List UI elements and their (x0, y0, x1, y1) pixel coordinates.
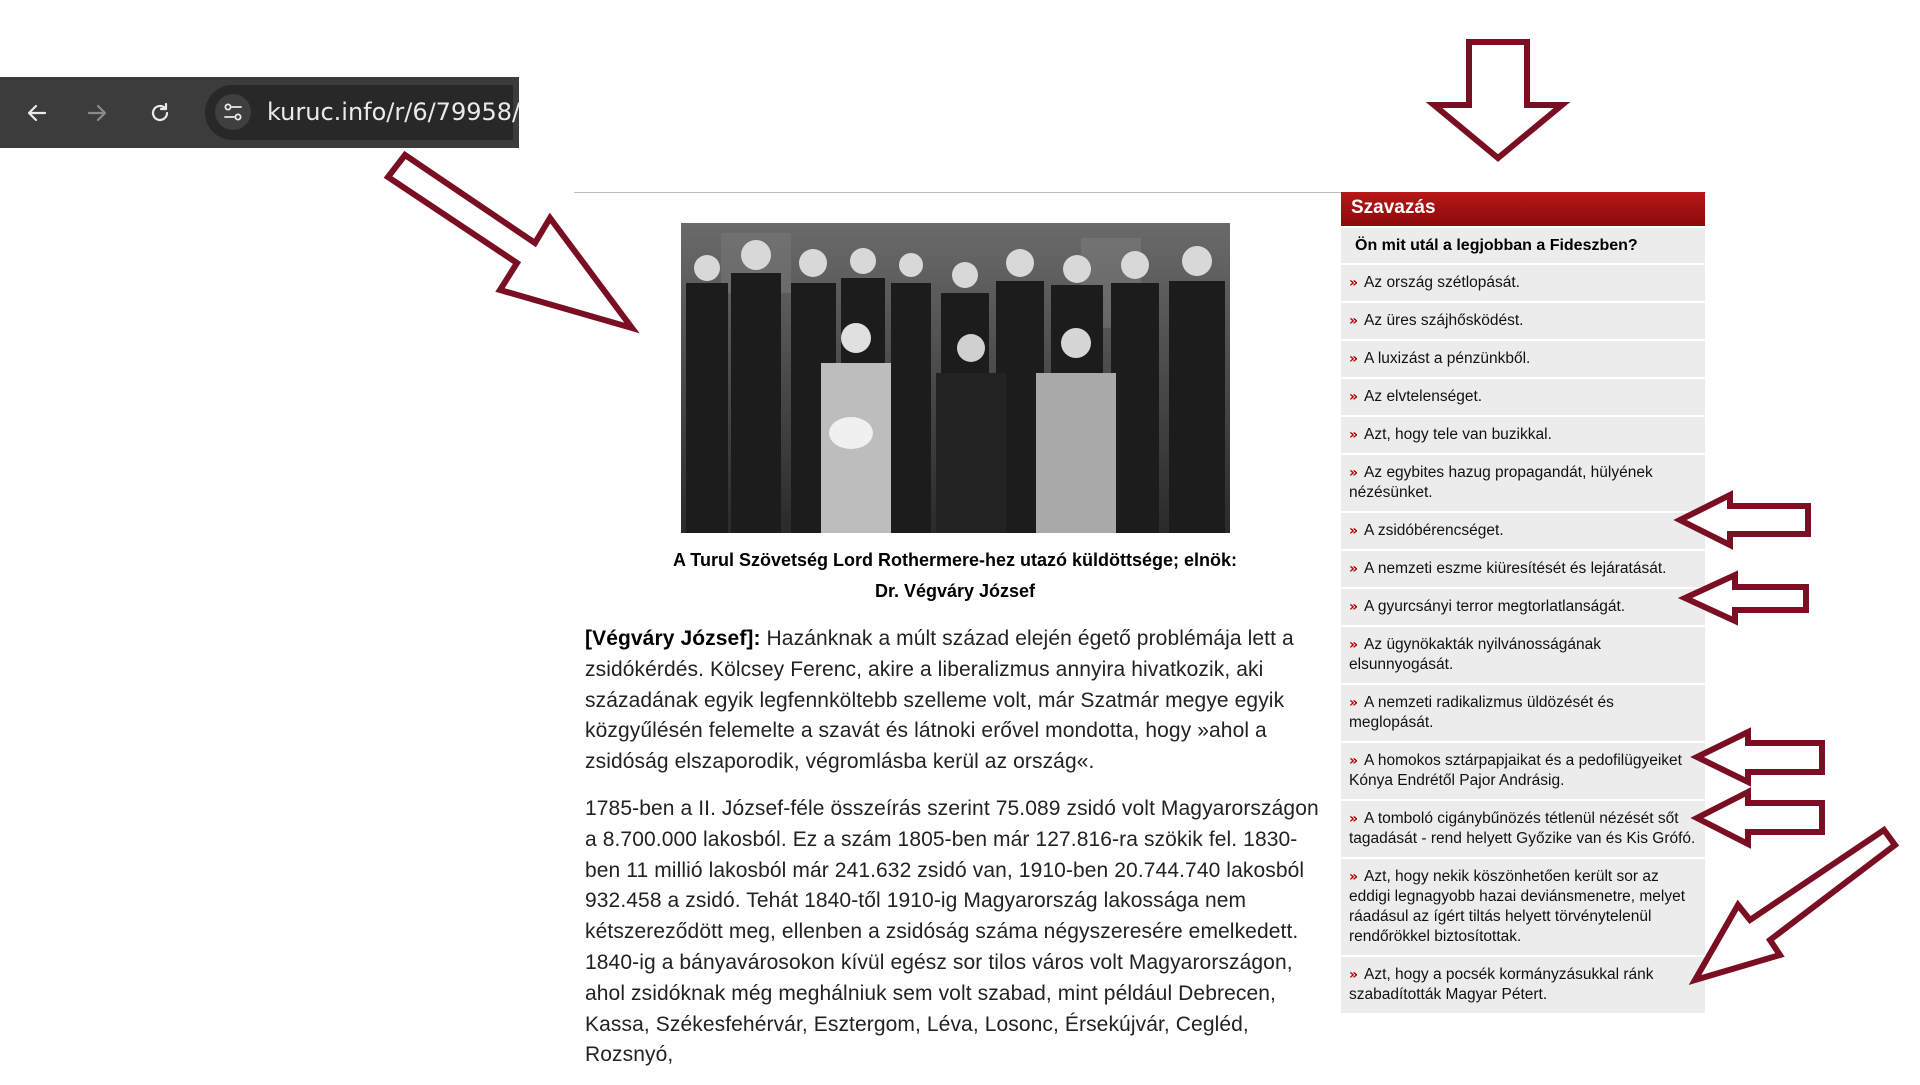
chevron-right-icon: » (1349, 351, 1359, 367)
poll-title: Szavazás (1341, 192, 1705, 226)
article-body (585, 624, 1330, 1085)
reload-button[interactable] (138, 77, 182, 148)
photo-caption: A Turul Szövetség Lord Rothermere-hez utazó küldöttsége; elnök: Dr. Végváry József (672, 550, 1238, 601)
poll-option-label: Az elvtelenséget. (1364, 388, 1483, 405)
group-photo-illustration (681, 223, 1230, 533)
poll-option[interactable] (1341, 455, 1705, 513)
poll-option-label: Az üres szájhősködést. (1364, 312, 1524, 329)
poll-widget (1341, 192, 1705, 1038)
article-paragraph-1 (585, 624, 1330, 778)
paragraph-1-text: Hazánknak a múlt század elején égető problémája lett a zsidókérdés. Kölcsey Ferenc, akire a liberalizmus annyira hivatkozik, aki századának egyik legfennköltebb szelleme volt, már Szatmár megye egyik közgyűlésén felemelte a szavát és látnoki erővel mondotta, hogy »ahol a zsidóság elszaporodik, végromlásba kerül az ország«. (585, 627, 1294, 774)
chevron-right-icon: » (1349, 465, 1359, 481)
forward-button[interactable] (75, 77, 119, 148)
chevron-right-icon: » (1349, 695, 1359, 711)
tune-icon (222, 101, 244, 123)
poll-option-label: A tomboló cigánybűnözés tétlenül nézését sőt tagadását - rend helyett Győzike van és Kis Grófó. (1349, 810, 1696, 847)
chevron-right-icon: » (1349, 275, 1359, 291)
chevron-right-icon: » (1349, 967, 1359, 983)
poll-option[interactable] (1341, 379, 1705, 417)
article-photo[interactable] (681, 223, 1230, 533)
reload-icon (148, 101, 172, 125)
chevron-right-icon: » (1349, 523, 1359, 539)
poll-option-label: Azt, hogy tele van buzikkal. (1364, 426, 1552, 443)
arrow-left-icon (25, 101, 49, 125)
poll-option-label: A nemzeti eszme kiüresítését és lejáratását. (1364, 560, 1667, 577)
chevron-right-icon: » (1349, 599, 1359, 615)
poll-options-list (1341, 265, 1705, 1015)
poll-option-label: A luxizást a pénzünkből. (1364, 350, 1531, 367)
back-button[interactable] (15, 77, 59, 148)
annotation-arrow-down (1434, 42, 1562, 158)
poll-option[interactable] (1341, 551, 1705, 589)
annotation-arrow-option-cigany (1697, 792, 1822, 844)
poll-option[interactable] (1341, 801, 1705, 859)
poll-option-label: Az egybites hazug propagandát, hülyének nézésünket. (1349, 464, 1653, 501)
poll-option-label: A gyurcsányi terror megtorlatlanságát. (1364, 598, 1626, 615)
address-bar[interactable] (205, 85, 521, 140)
annotation-arrow-option-homokos (1697, 732, 1822, 782)
poll-option[interactable] (1341, 627, 1705, 685)
annotation-arrow-diagonal-to-last-option (1695, 830, 1895, 980)
browser-toolbar (0, 77, 519, 148)
poll-option-label: Azt, hogy nekik köszönhetően került sor az eddigi legnagyobb hazai deviánsmenetre, melyet ráadásul az ígért tiltás helyett törvénytelenül rendőrökkel biztosítottak. (1349, 868, 1686, 945)
article-paragraph-2: 1785-ben a II. József-féle összeírás szerint 75.089 zsidó volt Magyarországon a 8.700.000 lakosból. Ez a szám 1805-ben már 127.816-ra szökik fel. 1830-ben 11 millió lakosból már 241.632 zsidó van, 1910-ben 20.744.740 lakosból 932.458 a zsidó. Tehát 1840-től 1910-ig Magyarország lakossága nem kétszereződött meg, ellenben a zsidóság száma négyszeresére emelkedett. 1840-ig a bányavárosokon kívül egész sor tilos város volt Magyarországon, ahol zsidóknak még meghálniuk sem volt szabad, mint például Debrecen, Kassa, Székesfehérvár, Esztergom, Léva, Losonc, Érsekújvár, Cegléd, Rozsnyó, (585, 796, 1319, 1067)
poll-option-label: A nemzeti radikalizmus üldözését és meglopását. (1349, 694, 1614, 731)
url-text[interactable]: kuruc.info/r/6/79958/ (267, 98, 521, 126)
poll-option-label: A homokos sztárpapjaikat és a pedofilügyeiket Kónya Endrétől Pajor Andrásig. (1349, 752, 1682, 789)
poll-question: Ön mit utál a legjobban a Fideszben? (1341, 228, 1705, 265)
arrow-right-icon (85, 101, 109, 125)
poll-option[interactable] (1341, 743, 1705, 801)
poll-option[interactable] (1341, 957, 1705, 1015)
site-info-button[interactable] (215, 94, 251, 130)
chevron-right-icon: » (1349, 811, 1359, 827)
poll-option[interactable] (1341, 303, 1705, 341)
poll-option-label: Azt, hogy a pocsék kormányzásukkal ránk szabadították Magyar Pétert. (1349, 966, 1654, 1003)
chevron-right-icon: » (1349, 753, 1359, 769)
chevron-right-icon: » (1349, 427, 1359, 443)
poll-option[interactable] (1341, 341, 1705, 379)
poll-option[interactable] (1341, 513, 1705, 551)
poll-option[interactable] (1341, 589, 1705, 627)
annotation-arrow-diagonal-to-photo (388, 155, 632, 328)
chevron-right-icon: » (1349, 313, 1359, 329)
speaker-label: [Végváry József]: (585, 627, 761, 650)
chevron-right-icon: » (1349, 869, 1359, 885)
poll-option[interactable] (1341, 265, 1705, 303)
chevron-right-icon: » (1349, 389, 1359, 405)
chevron-right-icon: » (1349, 637, 1359, 653)
poll-option[interactable] (1341, 685, 1705, 743)
chevron-right-icon: » (1349, 561, 1359, 577)
poll-option-label: Az ügynökakták nyilvánosságának elsunnyogását. (1349, 636, 1601, 673)
poll-option-label: Az ország szétlopását. (1364, 274, 1520, 291)
poll-option-label: A zsidóbérencséget. (1364, 522, 1504, 539)
poll-option[interactable] (1341, 859, 1705, 957)
poll-option[interactable] (1341, 417, 1705, 455)
